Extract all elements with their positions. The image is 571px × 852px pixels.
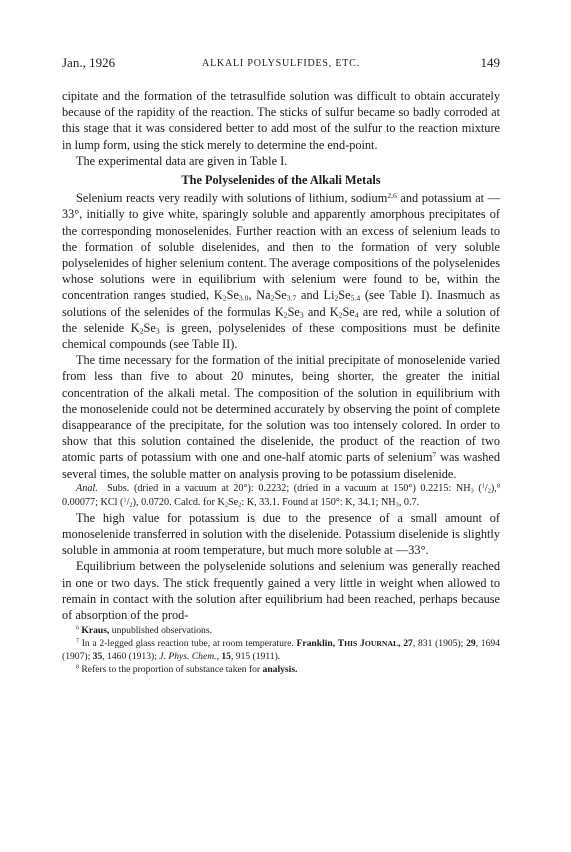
footnote-6: $^6$ Kraus, unpublished observations. <box>76 625 212 637</box>
section-heading: The Polyselenides of the Alkali Metals <box>181 173 381 188</box>
article-body <box>62 88 500 676</box>
paragraph-6: Equilibrium between the polyselenide solutions and selenium was generally reached in one or two days. The stick frequently gained a very little in weight when allowed to remain in contact with the solution after equilibrium had been reached, perhaps because of absorption of the prod- <box>62 559 500 623</box>
footnote-7: $^7$ In a 2-legged glass reaction tube, at room temperature. Franklin, THIS JOURNAL, 27, 831 (1905); 29, 1694 (1907); 35, 1460 (1913); J. Phys. Chem., 15, 915 (1911). <box>62 638 500 662</box>
paragraph-2: The experimental data are given in Table I. <box>76 153 288 168</box>
page-number: 149 <box>480 55 500 70</box>
footnote-8: $^8$ Refers to the proportion of substance taken for analysis. <box>76 663 298 675</box>
paragraph-1: cipitate and the formation of the tetrasulfide solution was difficult to obtain accurately because of the rapidity of the reaction. The sticks of sulfur became so badly corroded at this stage that it was considered better to add most of the sulfur to the reaction mixture in lump form, using the stick merely to determine the end-point. <box>62 89 500 152</box>
paragraph-3: Selenium reacts very readily with solutions of lithium, sodium$^{2,6}$ and potassium at —33°, initially to give white, sparingly soluble and apparently amorphous precipitates of the corresponding monoselenides. Further reaction with an excess of selenium leads to the formation of soluble diselenides, and then to the formation of very soluble polyselenides of higher selenium content. The average compositions of the polyselenides whose solutions were in equilibrium with selenium were found to be, within the concentration ranges studied, $K_2Se_{3.0}$, $Na_2Se_{3.7}$ and $Li_2Se_{5.4}$ (see Table I). Inasmuch as solutions of the selenides of the formulas $K_2Se_3$ and $K_2Se_4$ are red, while a solution of the selenide $K_2Se_3$ is green, polyselenides of these compositions must be definite chemical compounds (see Table II). <box>62 191 500 352</box>
analysis-block <box>62 482 500 510</box>
header-running-title: ALKALI POLYSULFIDES, ETC. <box>202 58 360 69</box>
paragraph-5: The high value for potassium is due to the presence of a small amount of monoselenide transferred in solution with the diselenide. Potassium diselenide is slightly soluble in ammonia at room temperature, but much more soluble at —33°. <box>62 510 500 558</box>
paragraph-4: The time necessary for the formation of the initial precipitate of monoselenide varied from less than five to about 20 minutes, being shorter, the greater the initial concentration of the alkali metal. The composition of the solution in equilibrium with the monoselenide could not be determined accurately by observing the point of complete disappearance of the precipitate, for the solution was too intensely colored. In order to show that this solution contained the diselenide, the product of the reaction of two atomic parts of potassium with one and one-half atomic parts of selenium$^7$ was washed several times, the soluble matter on analysis proving to be potassium diselenide. <box>62 353 500 481</box>
analysis-label: Anal. <box>76 482 98 494</box>
header-date: Jan., 1926 <box>62 55 116 70</box>
analysis-text: Subs. (dried in a vacuum at 20°): 0.2232; (dried in a vacuum at 150°) 0.2215: $NH_3$ $(^1/_2),^8$ 0.00077; KCl $(^1/_2)$, 0.0720. Calcd. for $K_2Se_2$: K, 33.1. Found at 150°: K, 34.1; $NH_3$, 0.7. <box>62 482 500 509</box>
footnotes <box>62 625 500 676</box>
